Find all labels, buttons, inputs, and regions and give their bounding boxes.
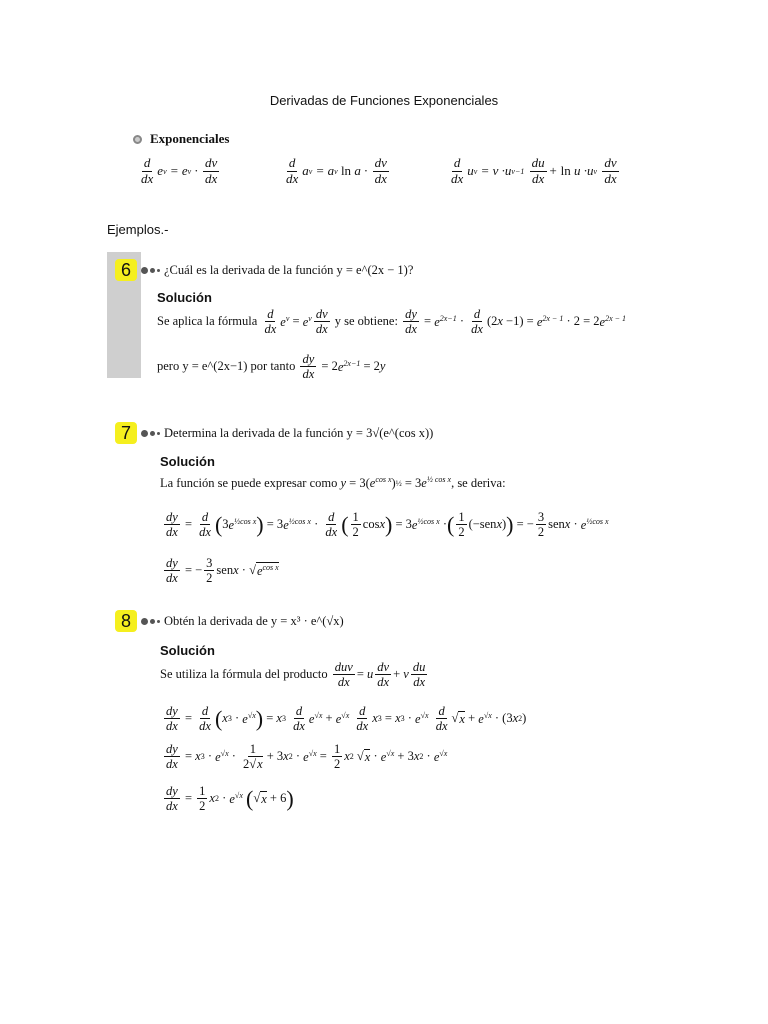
example-7-solution-label: Solución	[160, 454, 215, 469]
formula-exp-u: $\frac{d}{dx}$ u v = v ·u v−1 $\frac{du}{dx}$ + ln u ·u v $\frac{dv}{dx}$	[451, 155, 617, 186]
example-8-line-3: $\frac{dy}{dx}$ = x 3 · $e^{√x}$ · $\frac{1}{2√x}$ + 3 x 2 · $e^{√x}$ = $\frac{1}{2}$ x 2 √ x · $e^{√x}$ + 3 x 2 · $e^{√x}$	[166, 742, 448, 772]
example-6-line-2: pero y = e^(2x−1) por tanto $\frac{dy}{dx}$ = 2 $e^{2x-1}$ = 2 y	[157, 352, 386, 382]
example-7-question-text: Determina la derivada de la función y = 3√(e^(cos x))	[164, 425, 434, 440]
example-6-solution-label: Solución	[157, 290, 212, 305]
example-7-line-3: $\frac{dy}{dx}$ = − $\frac{3}{2}$ sen x · √ $e^{cos x}$	[166, 556, 279, 586]
example-6-number: 6	[115, 259, 137, 281]
example-6-question	[115, 259, 413, 281]
example-8-line-2: $\frac{dy}{dx}$ = $\frac{d}{dx}$ ( x 3 · $e^{√x}$ ) = x 3 $\frac{d}{dx}$ $e^{√x}$ + $e^{√x}$ $\frac{d}{dx}$ x 3 = x 3 · $e^{√x}$ $\frac{d}{dx}$ √ x + $e^{√x}$ · (3 x 2 )	[166, 704, 527, 734]
example-6-line-2-text: pero y = e^(2x−1) por tanto	[157, 359, 296, 374]
example-6-line-1-mid: y se obtiene:	[334, 314, 398, 329]
example-8-solution-label: Solución	[160, 643, 215, 658]
dots-icon	[141, 267, 160, 274]
section-heading	[133, 131, 229, 147]
formula-exp-a: $\frac{d}{dx}$ a v = a v ln a · $\frac{dv}{dx}$	[286, 155, 387, 186]
example-7-number: 7	[115, 422, 137, 444]
example-8-line-1: Se utiliza la fórmula del producto $\frac{\text{duv}}{dx}$ = u $\frac{dv}{dx}$ + v $\frac{du}{dx}$	[160, 660, 426, 690]
example-8-question	[115, 610, 344, 632]
example-8-line-4: $\frac{dy}{dx}$ = $\frac{1}{2}$ x 2 · $e^{√x}$ ( √ x + 6 )	[166, 784, 294, 814]
example-7-line-1: La función se puede expresar como y = 3( $e^{cos x}$ ) ½ = 3 $e^{\frac{1}{2} cos x}$ , se deriva:	[160, 475, 506, 491]
example-7-line-2: $\frac{dy}{dx}$ = $\frac{d}{dx}$ ( 3 $e^{\frac{1}{2}cos x}$ ) = 3 $e^{\frac{1}{2}cos x}$ · $\frac{d}{dx}$ ( $\frac{1}{2}$ cos x ) = 3 $e^{\frac{1}{2}cos x}$ · ( $\frac{1}{2}$ (−sen x ) ) = − $\frac{3}{2}$ sen x · $e^{\frac{1}{2}cos x}$	[166, 510, 609, 540]
examples-label: Ejemplos.-	[107, 222, 169, 237]
formula-exp-e: $\frac{d}{dx}$ e v = e v · $\frac{dv}{dx}$	[141, 155, 218, 186]
bullet-icon	[133, 135, 142, 144]
dots-icon	[141, 618, 160, 625]
page-title: Derivadas de Funciones Exponenciales	[269, 93, 499, 108]
example-7-question	[115, 422, 433, 444]
example-8-line-1-text: Se utiliza la fórmula del producto	[160, 667, 328, 682]
example-7-line-1-end: , se deriva:	[451, 475, 506, 490]
section-heading-label: Exponenciales	[150, 131, 230, 146]
example-8-number: 8	[115, 610, 137, 632]
example-7-line-1-text: La función se puede expresar como	[160, 475, 338, 490]
dots-icon	[141, 430, 160, 437]
example-6-question-text: ¿Cuál es la derivada de la función y = e^(2x − 1)?	[164, 262, 414, 277]
example-8-question-text: Obtén la derivada de y = x³ · e^(√x)	[164, 613, 344, 628]
example-6-line-1-text: Se aplica la fórmula	[157, 314, 258, 329]
example-6-line-1: Se aplica la fórmula $\frac{d}{dx}$ $e^v$ = $e^v$ $\frac{dv}{dx}$ y se obtiene: $\frac{dy}{dx}$ = $e^{2x-1}$ · $\frac{d}{dx}$ (2 x −1) = $e^{2x - 1}$ · 2 = 2 $e^{2x - 1}$	[157, 307, 627, 337]
